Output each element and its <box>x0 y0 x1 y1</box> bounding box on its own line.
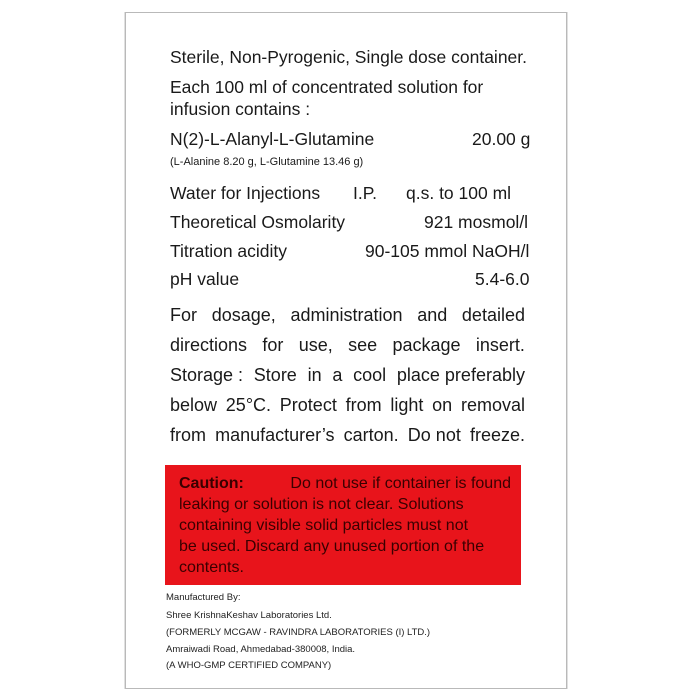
storage-word: place preferably <box>396 365 525 385</box>
storage-word: cool <box>353 365 387 385</box>
dosage-word: package <box>392 335 461 355</box>
spec-label-water: Water for Injections <box>170 183 321 203</box>
concentration-statement: Each 100 ml of concentrated solution for <box>170 77 484 97</box>
spec-value-osmolarity: 921 mosmol/l <box>424 212 529 232</box>
caution-line-4: be used. Discard any unused portion of the <box>179 538 485 555</box>
storage-word: from <box>345 395 382 415</box>
product-label-panel <box>125 12 567 689</box>
spec-label-osmolarity: Theoretical Osmolarity <box>170 212 346 232</box>
manufacturer-former-name: (FORMERLY MCGAW - RAVINDRA LABORATORIES (I) LTD.) <box>166 627 431 638</box>
storage-line-1 <box>170 365 525 386</box>
storage-word: below <box>170 395 218 415</box>
storage-word: freeze. <box>469 425 525 445</box>
spec-value-water: q.s. to 100 ml <box>406 183 512 203</box>
infusion-contains-label: infusion contains : <box>170 99 311 119</box>
spec-value-ph: 5.4-6.0 <box>475 269 530 289</box>
storage-word: on <box>432 395 453 415</box>
storage-word: 25°C. <box>225 395 272 415</box>
dosage-word: detailed <box>461 305 525 325</box>
dosage-line-1 <box>170 305 525 326</box>
dosage-word: for <box>262 335 284 355</box>
ingredient-breakdown: (L-Alanine 8.20 g, L-Glutamine 13.46 g) <box>170 156 364 168</box>
caution-heading: Caution: <box>179 475 244 492</box>
caution-box <box>165 465 521 585</box>
storage-line-3 <box>170 425 525 446</box>
active-ingredient-name: N(2)-L-Alanyl-L-Glutamine <box>170 129 375 149</box>
dosage-word: dosage, <box>211 305 276 325</box>
manufacturer-heading: Manufactured By: <box>166 592 241 603</box>
dosage-word: and <box>417 305 448 325</box>
caution-line-5: contents. <box>179 559 244 576</box>
storage-word: Storage : <box>170 365 244 385</box>
dosage-word: For <box>170 305 197 325</box>
storage-word: from <box>170 425 206 445</box>
active-ingredient-amount: 20.00 g <box>472 129 531 149</box>
spec-label-acidity: Titration acidity <box>170 241 288 261</box>
storage-word: carton. <box>343 425 399 445</box>
spec-value-acidity: 90-105 mmol NaOH/l <box>365 241 530 261</box>
caution-line-3: containing visible solid particles must not <box>179 517 469 534</box>
caution-text: Do not use if container is found <box>290 475 511 492</box>
dosage-word: administration <box>290 305 403 325</box>
caution-line-2: leaking or solution is not clear. Solutions <box>179 496 464 513</box>
storage-word: light <box>390 395 424 415</box>
dosage-line-2 <box>170 335 525 356</box>
dosage-word: insert. <box>475 335 525 355</box>
storage-word: Protect <box>279 395 337 415</box>
manufacturer-certification: (A WHO-GMP CERTIFIED COMPANY) <box>166 660 332 671</box>
storage-word: in <box>307 365 322 385</box>
dosage-word: directions <box>170 335 248 355</box>
spec-grade-water: I.P. <box>353 183 378 203</box>
manufacturer-name: Shree KrishnaKeshav Laboratories Ltd. <box>166 610 332 621</box>
sterility-statement: Sterile, Non-Pyrogenic, Single dose container. <box>170 47 528 67</box>
storage-word: manufacturer’s <box>215 425 335 445</box>
storage-word: a <box>332 365 343 385</box>
storage-word: removal <box>460 395 525 415</box>
storage-word: Do not <box>407 425 461 445</box>
caution-line-1 <box>179 475 511 493</box>
spec-label-ph: pH value <box>170 269 240 289</box>
storage-line-2 <box>170 395 525 416</box>
manufacturer-address: Amraiwadi Road, Ahmedabad-380008, India. <box>166 644 356 655</box>
dosage-word: see <box>348 335 378 355</box>
storage-word: Store <box>253 365 297 385</box>
dosage-word: use, <box>298 335 333 355</box>
